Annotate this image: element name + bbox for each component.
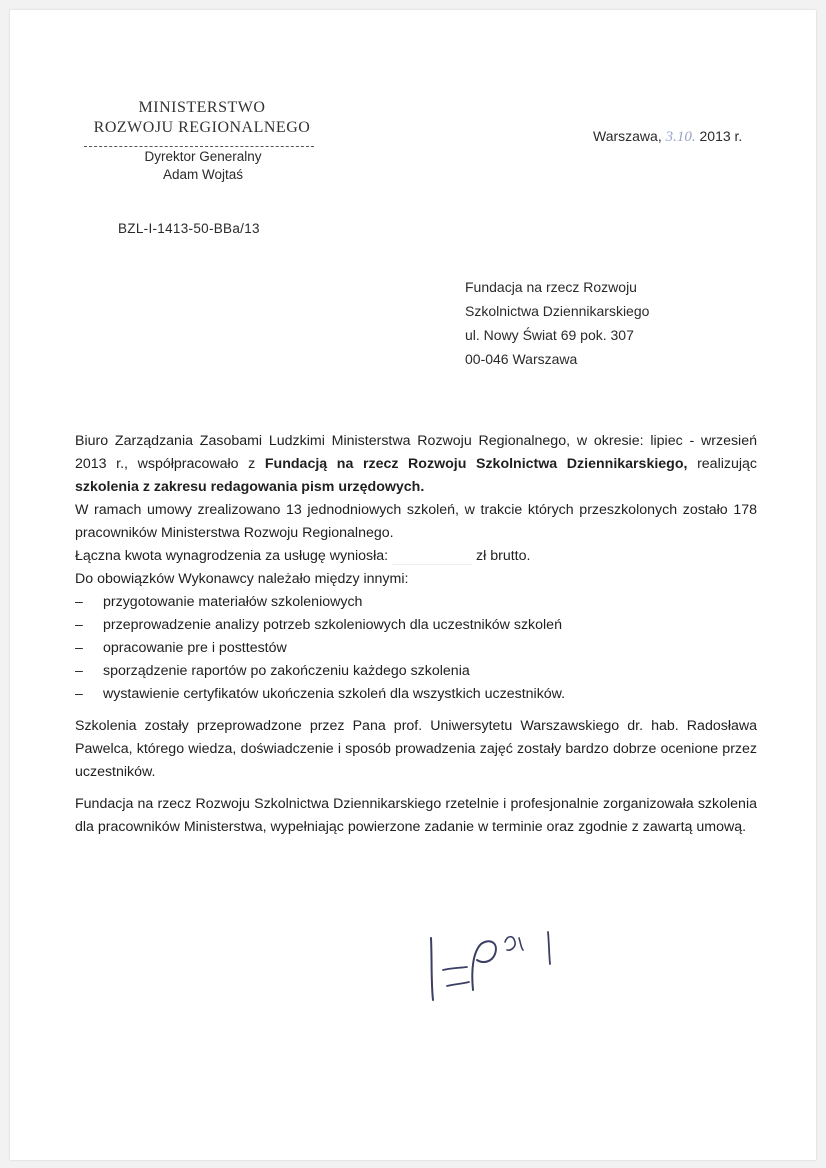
letter-page — [10, 10, 816, 1160]
list-item: – opracowanie pre i posttestów — [75, 637, 757, 660]
place: Warszawa, — [593, 128, 662, 144]
recipient-line: 00-046 Warszawa — [465, 351, 578, 367]
recipient-line: ul. Nowy Świat 69 pok. 307 — [465, 327, 634, 343]
list-item: – sporządzenie raportów po zakończeniu każdego szkolenia — [75, 660, 757, 683]
place-date — [593, 128, 742, 146]
paragraph-trainer: Szkolenia zostały przeprowadzone przez Pana prof. Uniwersytetu Warszawskiego dr. hab. Radosława Pawelca, którego wiedza, doświadczenie i sposób prowadzenia zajęć zostały bardzo dobrze ocenione przez uczestników. — [75, 718, 757, 780]
paragraph-duties-intro: Do obowiązków Wykonawcy należało między innymi: — [75, 571, 409, 587]
intro-text-mid: realizując — [687, 456, 757, 472]
handwritten-signature — [415, 920, 565, 1010]
recipient-line: Fundacja na rzecz Rozwoju — [465, 279, 637, 295]
date-stamp: 3.10. — [665, 129, 696, 145]
paragraph-amount — [75, 545, 757, 568]
letterhead-divider — [84, 146, 314, 147]
director-title: Dyrektor Generalny — [144, 149, 262, 164]
training-topic: szkolenia z zakresu redagowania pism urzędowych. — [75, 479, 425, 495]
ministry-name-line1: MINISTERSTWO — [138, 99, 266, 116]
director-name: Adam Wojtaś — [162, 167, 244, 182]
list-item: – przygotowanie materiałów szkoleniowych — [75, 591, 757, 614]
year: 2013 r. — [699, 128, 743, 144]
paragraph-summary: Fundacja na rzecz Rozwoju Szkolnictwa Dziennikarskiego rzetelnie i profesjonalnie zorganizowała szkolenia dla pracowników Ministerstwa, wypełniając powierzone zadanie w terminie oraz zgodnie z zawartą umową. — [75, 796, 757, 835]
intro-text: Biuro Zarządzania Zasobami Ludzkimi Ministerstwa Rozwoju Regionalnego, w okresie: lipiec - wrzesień 2013 r., współpracowało z — [75, 433, 757, 472]
redacted-amount — [392, 548, 472, 565]
reference-number: BZL-I-1413-50-BBa/13 — [118, 221, 260, 236]
letter-body — [75, 430, 757, 839]
recipient-address — [465, 275, 649, 371]
amount-suffix: zł brutto. — [476, 548, 531, 564]
ministry-name-line2: ROZWOJU REGIONALNEGO — [93, 119, 311, 136]
paragraph-intro — [75, 430, 757, 499]
director-block — [118, 148, 288, 184]
letterhead — [82, 98, 322, 138]
foundation-name: Fundacją na rzecz Rozwoju Szkolnictwa Dziennikarskiego, — [264, 456, 688, 472]
list-item: – wystawienie certyfikatów ukończenia szkoleń dla wszystkich uczestników. — [75, 683, 757, 706]
list-item: – przeprowadzenie analizy potrzeb szkoleniowych dla uczestników szkoleń — [75, 614, 757, 637]
recipient-line: Szkolnictwa Dziennikarskiego — [465, 303, 650, 319]
paragraph-scope: W ramach umowy zrealizowano 13 jednodniowych szkoleń, w trakcie których przeszkolonych zostało 178 pracowników Ministerstwa Rozwoju Regionalnego. — [75, 502, 757, 541]
duties-list — [75, 591, 757, 706]
amount-label: Łączna kwota wynagrodzenia za usługę wyniosła: — [75, 548, 389, 564]
